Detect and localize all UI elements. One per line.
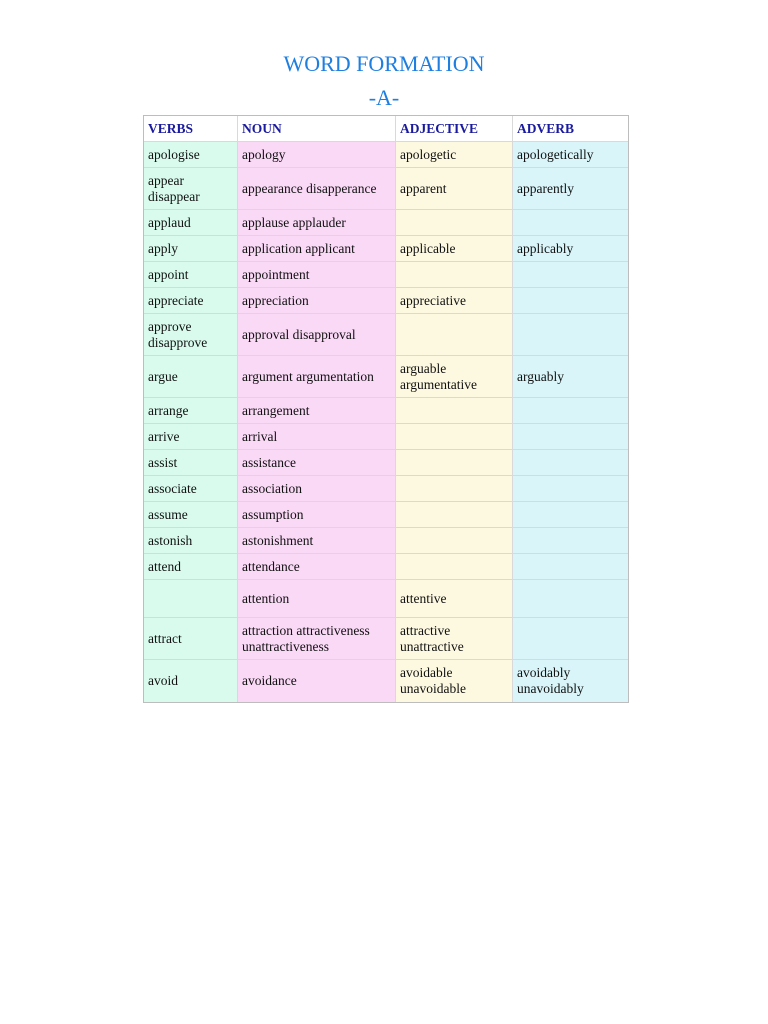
noun-cell: application applicant <box>238 236 396 262</box>
verb-cell: appear disappear <box>144 168 238 210</box>
verb-cell: appreciate <box>144 288 238 314</box>
table-row <box>144 502 628 528</box>
noun-cell: assumption <box>238 502 396 528</box>
verb-cell: arrive <box>144 424 238 450</box>
table-row <box>144 168 628 210</box>
noun-cell: attraction attractiveness unattractiveness <box>238 618 396 660</box>
verb-cell: approve disapprove <box>144 314 238 356</box>
verb-cell: attend <box>144 554 238 580</box>
adverb-cell: arguably <box>513 356 628 398</box>
adjective-cell: apologetic <box>396 142 513 168</box>
noun-cell: approval disapproval <box>238 314 396 356</box>
adjective-cell: applicable <box>396 236 513 262</box>
verb-cell: arrange <box>144 398 238 424</box>
noun-cell: attendance <box>238 554 396 580</box>
adverb-cell <box>513 554 628 580</box>
table-row <box>144 424 628 450</box>
adjective-cell: apparent <box>396 168 513 210</box>
header-adjective: ADJECTIVE <box>396 116 513 142</box>
table-row <box>144 660 628 702</box>
adjective-cell <box>396 476 513 502</box>
noun-cell: assistance <box>238 450 396 476</box>
adverb-cell <box>513 580 628 618</box>
noun-cell: astonishment <box>238 528 396 554</box>
noun-cell: appreciation <box>238 288 396 314</box>
verb-cell: astonish <box>144 528 238 554</box>
noun-cell: arrangement <box>238 398 396 424</box>
verb-cell: attract <box>144 618 238 660</box>
adjective-cell <box>396 450 513 476</box>
adjective-cell: appreciative <box>396 288 513 314</box>
adjective-cell <box>396 210 513 236</box>
adverb-cell <box>513 528 628 554</box>
adverb-cell <box>513 450 628 476</box>
adverb-cell: apparently <box>513 168 628 210</box>
noun-cell: attention <box>238 580 396 618</box>
adverb-cell: applicably <box>513 236 628 262</box>
table-header-row <box>144 116 628 142</box>
adjective-cell: arguable argumentative <box>396 356 513 398</box>
adverb-cell <box>513 424 628 450</box>
verb-cell: apply <box>144 236 238 262</box>
noun-cell: argument argumentation <box>238 356 396 398</box>
table-row <box>144 236 628 262</box>
verb-cell: apologise <box>144 142 238 168</box>
page-subtitle: -A- <box>368 85 400 110</box>
adjective-cell <box>396 398 513 424</box>
adjective-cell: attractive unattractive <box>396 618 513 660</box>
table-row <box>144 142 628 168</box>
table-row <box>144 450 628 476</box>
table-row <box>144 356 628 398</box>
adjective-cell: attentive <box>396 580 513 618</box>
noun-cell: apology <box>238 142 396 168</box>
adjective-cell <box>396 262 513 288</box>
adverb-cell <box>513 288 628 314</box>
adjective-cell: avoidable unavoidable <box>396 660 513 702</box>
verb-cell: applaud <box>144 210 238 236</box>
noun-cell: association <box>238 476 396 502</box>
table-row <box>144 210 628 236</box>
adverb-cell <box>513 314 628 356</box>
header-noun: NOUN <box>238 116 396 142</box>
verb-cell: associate <box>144 476 238 502</box>
verb-cell: appoint <box>144 262 238 288</box>
adverb-cell: apologetically <box>513 142 628 168</box>
adjective-cell <box>396 502 513 528</box>
table-row <box>144 528 628 554</box>
table-row <box>144 288 628 314</box>
adverb-cell <box>513 398 628 424</box>
header-verbs: VERBS <box>144 116 238 142</box>
adverb-cell <box>513 476 628 502</box>
adverb-cell: avoidably unavoidably <box>513 660 628 702</box>
verb-cell: argue <box>144 356 238 398</box>
header-adverb: ADVERB <box>513 116 628 142</box>
noun-cell: appearance disapperance <box>238 168 396 210</box>
table-row <box>144 618 628 660</box>
verb-cell: avoid <box>144 660 238 702</box>
verb-cell: assist <box>144 450 238 476</box>
adverb-cell <box>513 262 628 288</box>
noun-cell: arrival <box>238 424 396 450</box>
page-title: WORD FORMATION <box>283 51 485 76</box>
verb-cell <box>144 580 238 618</box>
verb-cell: assume <box>144 502 238 528</box>
table-row <box>144 262 628 288</box>
noun-cell: appointment <box>238 262 396 288</box>
adjective-cell <box>396 528 513 554</box>
noun-cell: applause applauder <box>238 210 396 236</box>
noun-cell: avoidance <box>238 660 396 702</box>
adjective-cell <box>396 314 513 356</box>
word-formation-table <box>143 115 629 703</box>
table-row <box>144 398 628 424</box>
adverb-cell <box>513 502 628 528</box>
adverb-cell <box>513 618 628 660</box>
adverb-cell <box>513 210 628 236</box>
table-row <box>144 580 628 618</box>
adjective-cell <box>396 554 513 580</box>
table-row <box>144 554 628 580</box>
adjective-cell <box>396 424 513 450</box>
table-row <box>144 314 628 356</box>
table-row <box>144 476 628 502</box>
